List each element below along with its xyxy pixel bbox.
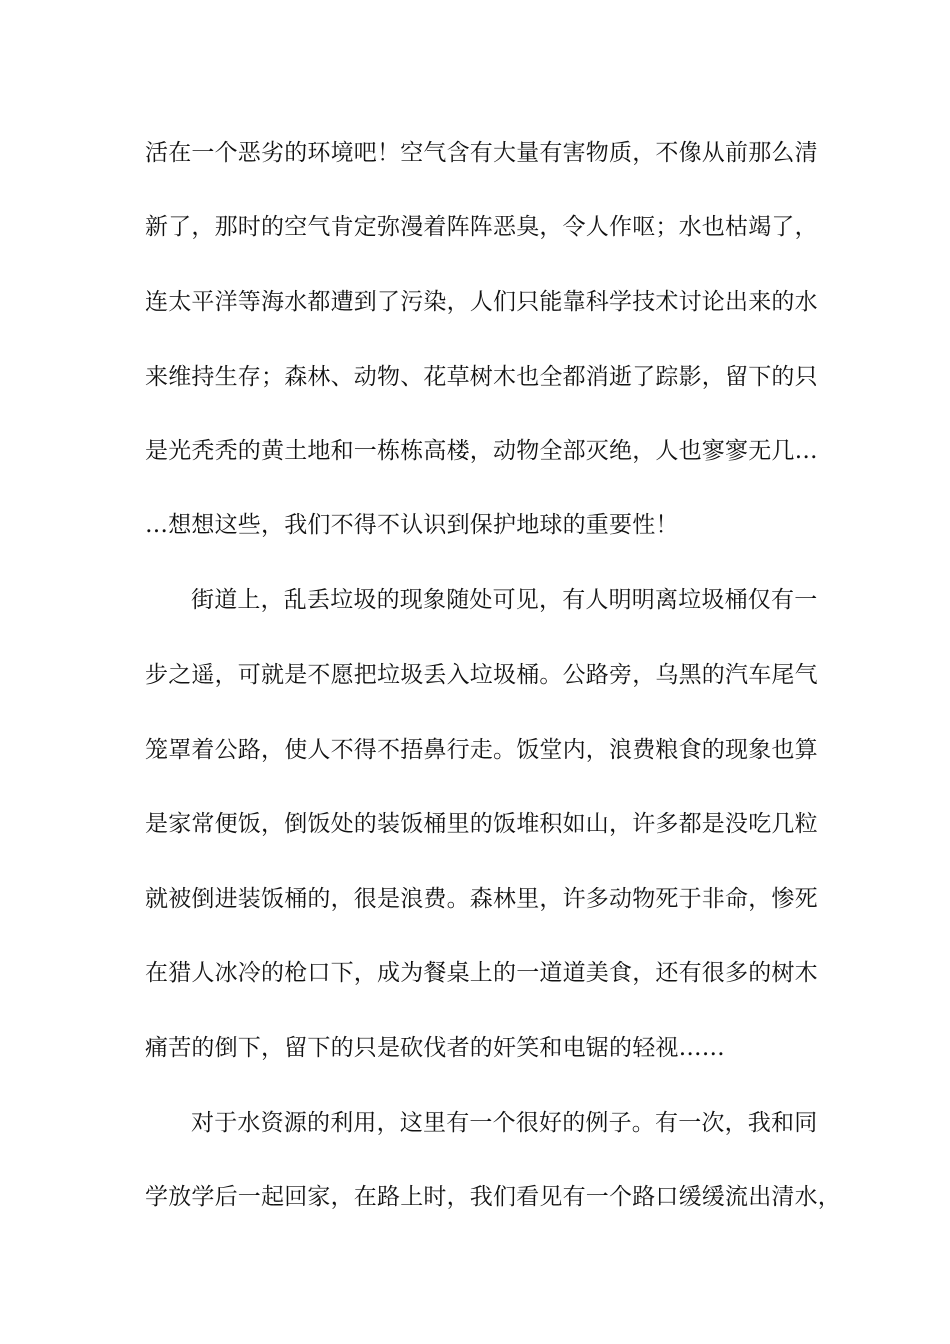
text-line: 痛苦的倒下，留下的只是砍伐者的奸笑和电锯的轻视…… bbox=[145, 1035, 725, 1061]
text-line: 是光秃秃的黄土地和一栋栋高楼，动物全部灭绝，人也寥寥无几… bbox=[145, 438, 818, 464]
text-line: 就被倒进装饭桶的，很是浪费。森林里，许多动物死于非命，惨死 bbox=[145, 886, 818, 912]
text-line: 新了，那时的空气肯定弥漫着阵阵恶臭，令人作呕；水也枯竭了， bbox=[145, 214, 818, 240]
text-line: 在猎人冰冷的枪口下，成为餐桌上的一道道美食，还有很多的树木 bbox=[145, 960, 818, 986]
text-line: 活在一个恶劣的环境吧！空气含有大量有害物质，不像从前那么清 bbox=[145, 140, 818, 166]
text-line: 来维持生存；森林、动物、花草树木也全都消逝了踪影，留下的只 bbox=[145, 364, 818, 390]
text-line: 步之遥，可就是不愿把垃圾丢入垃圾桶。公路旁，乌黑的汽车尾气 bbox=[145, 662, 818, 688]
text-line: 是家常便饭，倒饭处的装饭桶里的饭堆积如山，许多都是没吃几粒 bbox=[145, 811, 818, 837]
text-line: 连太平洋等海水都遭到了污染，人们只能靠科学技术讨论出来的水 bbox=[145, 289, 818, 315]
text-line: 学放学后一起回家，在路上时，我们看见有一个路口缓缓流出清水， bbox=[145, 1184, 841, 1210]
paragraph-start-line: 街道上，乱丢垃圾的现象随处可见，有人明明离垃圾桶仅有一 bbox=[191, 587, 818, 613]
text-line: 笼罩着公路，使人不得不捂鼻行走。饭堂内，浪费粮食的现象也算 bbox=[145, 737, 818, 763]
paragraph-start-line: 对于水资源的利用，这里有一个很好的例子。有一次，我和同 bbox=[191, 1110, 818, 1136]
text-line: …想想这些，我们不得不认识到保护地球的重要性！ bbox=[145, 512, 679, 538]
